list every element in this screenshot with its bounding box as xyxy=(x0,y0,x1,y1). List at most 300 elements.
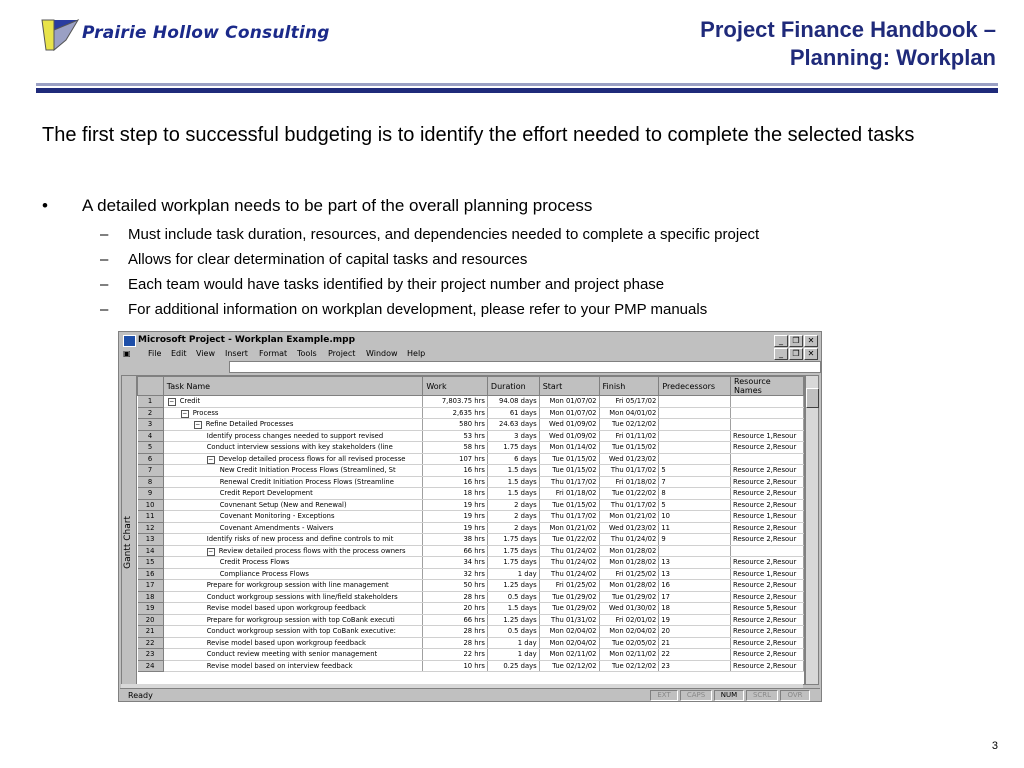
msproject-titlebar xyxy=(120,333,820,347)
task-name-cell[interactable] xyxy=(163,511,423,523)
table-row[interactable] xyxy=(138,430,804,442)
task-work-cell[interactable]: 50 hrs xyxy=(423,580,488,592)
doc-restore-icon[interactable]: ❐ xyxy=(789,348,803,360)
task-name-cell[interactable] xyxy=(163,407,423,419)
sub-bullet: – Each team would have tasks identified by their project number and project phase xyxy=(100,276,665,293)
task-duration-cell[interactable]: 6 days xyxy=(487,453,539,465)
task-duration-cell[interactable]: 1.5 days xyxy=(487,476,539,488)
task-id-cell[interactable]: 23 xyxy=(138,649,164,661)
task-name-text: Prepare for workgroup session with line management xyxy=(206,581,389,590)
task-finish-cell[interactable]: Thu 01/17/02 xyxy=(599,465,659,477)
task-duration-cell[interactable]: 2 days xyxy=(487,499,539,511)
task-finish-cell[interactable]: Thu 01/17/02 xyxy=(599,499,659,511)
task-start-cell[interactable]: Tue 01/15/02 xyxy=(539,499,599,511)
task-predecessors-cell[interactable]: 22 xyxy=(659,649,731,661)
task-start-cell[interactable]: Tue 02/12/02 xyxy=(539,660,599,672)
task-id-cell[interactable]: 5 xyxy=(138,442,164,454)
task-predecessors-cell[interactable]: 17 xyxy=(659,591,731,603)
header-start[interactable]: Start xyxy=(539,377,599,396)
company-logo-icon xyxy=(40,18,80,52)
task-resources-cell[interactable] xyxy=(731,453,804,465)
table-row[interactable] xyxy=(138,499,804,511)
task-id-cell[interactable]: 17 xyxy=(138,580,164,592)
task-finish-cell[interactable]: Tue 01/15/02 xyxy=(599,442,659,454)
task-name-text: Compliance Process Flows xyxy=(219,569,309,578)
page-number: 3 xyxy=(991,740,998,752)
task-id-cell[interactable]: 2 xyxy=(138,407,164,419)
header-task-name[interactable]: Task Name xyxy=(163,377,423,396)
table-row[interactable] xyxy=(138,465,804,477)
task-work-cell[interactable]: 28 hrs xyxy=(423,591,488,603)
task-work-cell[interactable]: 10 hrs xyxy=(423,660,488,672)
collapse-toggle-icon[interactable]: − xyxy=(208,547,214,555)
task-finish-cell[interactable]: Fri 01/25/02 xyxy=(599,568,659,580)
task-finish-cell[interactable]: Tue 02/12/02 xyxy=(599,660,659,672)
menu-tools[interactable]: Tools xyxy=(297,349,317,358)
table-row[interactable] xyxy=(138,649,804,661)
task-name-cell[interactable] xyxy=(163,534,423,546)
task-name-text: Process xyxy=(192,408,219,417)
task-start-cell[interactable]: Mon 02/11/02 xyxy=(539,649,599,661)
task-work-cell[interactable]: 19 hrs xyxy=(423,511,488,523)
task-start-cell[interactable]: Mon 01/14/02 xyxy=(539,442,599,454)
slide-title xyxy=(700,16,996,72)
task-start-cell[interactable]: Fri 01/18/02 xyxy=(539,488,599,500)
menu-project[interactable]: Project xyxy=(328,349,356,358)
sub-bullet: – Must include task duration, resources, and dependencies needed to complete a specific project xyxy=(100,226,760,243)
table-row[interactable] xyxy=(138,442,804,454)
task-duration-cell[interactable]: 0.5 days xyxy=(487,591,539,603)
task-predecessors-cell[interactable]: 20 xyxy=(659,626,731,638)
table-row[interactable] xyxy=(138,557,804,569)
task-id-cell[interactable]: 15 xyxy=(138,557,164,569)
task-start-cell[interactable]: Thu 01/24/02 xyxy=(539,545,599,557)
task-finish-cell[interactable]: Wed 01/23/02 xyxy=(599,522,659,534)
task-work-cell[interactable]: 16 hrs xyxy=(423,465,488,477)
status-bar xyxy=(120,688,820,701)
task-resources-cell[interactable]: Resource 2,Resour xyxy=(731,626,804,638)
task-predecessors-cell[interactable]: 10 xyxy=(659,511,731,523)
task-start-cell[interactable]: Tue 01/15/02 xyxy=(539,465,599,477)
task-predecessors-cell[interactable] xyxy=(659,407,731,419)
task-duration-cell[interactable]: 94.08 days xyxy=(487,396,539,408)
task-id-cell[interactable]: 20 xyxy=(138,614,164,626)
task-name-text: Identify risks of new process and define controls to mit xyxy=(206,535,394,544)
task-resources-cell[interactable]: Resource 2,Resour xyxy=(731,522,804,534)
task-work-cell[interactable]: 18 hrs xyxy=(423,488,488,500)
table-row[interactable] xyxy=(138,637,804,649)
task-finish-cell[interactable]: Wed 01/23/02 xyxy=(599,453,659,465)
table-row[interactable] xyxy=(138,534,804,546)
task-predecessors-cell[interactable]: 13 xyxy=(659,568,731,580)
task-duration-cell[interactable]: 1.75 days xyxy=(487,442,539,454)
task-name-cell[interactable] xyxy=(163,419,423,431)
task-finish-cell[interactable]: Fri 01/18/02 xyxy=(599,476,659,488)
task-id-cell[interactable]: 1 xyxy=(138,396,164,408)
task-id-cell[interactable]: 16 xyxy=(138,568,164,580)
task-predecessors-cell[interactable]: 11 xyxy=(659,522,731,534)
task-name-cell[interactable] xyxy=(163,522,423,534)
task-id-cell[interactable]: 9 xyxy=(138,488,164,500)
task-name-cell[interactable] xyxy=(163,626,423,638)
task-duration-cell[interactable]: 1 day xyxy=(487,649,539,661)
task-resources-cell[interactable]: Resource 2,Resour xyxy=(731,660,804,672)
task-resources-cell[interactable]: Resource 2,Resour xyxy=(731,499,804,511)
task-name-cell[interactable] xyxy=(163,637,423,649)
task-start-cell[interactable]: Tue 01/22/02 xyxy=(539,534,599,546)
task-name-cell[interactable] xyxy=(163,649,423,661)
task-work-cell[interactable]: 22 hrs xyxy=(423,649,488,661)
task-name-text: Covnenant Setup (New and Renewal) xyxy=(219,500,347,509)
task-finish-cell[interactable]: Thu 01/24/02 xyxy=(599,534,659,546)
status-num: NUM xyxy=(714,690,744,701)
task-name-text: Prepare for workgroup session with top CoBank executi xyxy=(206,615,395,624)
task-resources-cell[interactable]: Resource 2,Resour xyxy=(731,557,804,569)
task-start-cell[interactable]: Fri 01/25/02 xyxy=(539,580,599,592)
task-finish-cell[interactable]: Tue 02/12/02 xyxy=(599,419,659,431)
msproject-app-icon xyxy=(123,335,136,347)
task-work-cell[interactable]: 53 hrs xyxy=(423,430,488,442)
msproject-title: Microsoft Project - Workplan Example.mpp xyxy=(138,335,356,345)
task-resources-cell[interactable]: Resource 1,Resour xyxy=(731,430,804,442)
sub-bullet-text: Must include task duration, resources, and dependencies needed to complete a specific project xyxy=(128,226,760,243)
task-predecessors-cell[interactable]: 23 xyxy=(659,660,731,672)
task-work-cell[interactable]: 107 hrs xyxy=(423,453,488,465)
task-name-text: Conduct interview sessions with key stakeholders (line xyxy=(206,443,393,452)
task-name-cell[interactable] xyxy=(163,488,423,500)
task-name-cell[interactable] xyxy=(163,557,423,569)
table-row[interactable] xyxy=(138,603,804,615)
doc-close-icon[interactable]: ✕ xyxy=(804,348,818,360)
task-predecessors-cell[interactable] xyxy=(659,430,731,442)
task-name-cell[interactable] xyxy=(163,430,423,442)
task-id-cell[interactable]: 3 xyxy=(138,419,164,431)
task-resources-cell[interactable]: Resource 2,Resour xyxy=(731,442,804,454)
task-id-cell[interactable]: 24 xyxy=(138,660,164,672)
header-rule-dark xyxy=(36,88,998,93)
main-bullet xyxy=(42,196,592,216)
menu-file[interactable]: File xyxy=(148,349,162,358)
task-work-cell[interactable]: 34 hrs xyxy=(423,557,488,569)
sub-bullet: – For additional information on workplan development, please refer to your PMP manuals xyxy=(100,301,708,318)
task-work-cell[interactable]: 58 hrs xyxy=(423,442,488,454)
task-start-cell[interactable]: Wed 01/09/02 xyxy=(539,430,599,442)
task-start-cell[interactable]: Thu 01/17/02 xyxy=(539,476,599,488)
table-row[interactable] xyxy=(138,453,804,465)
table-row[interactable] xyxy=(138,396,804,408)
task-work-cell[interactable]: 7,803.75 hrs xyxy=(423,396,488,408)
status-caps: CAPS xyxy=(680,690,712,701)
task-predecessors-cell[interactable] xyxy=(659,453,731,465)
task-work-cell[interactable]: 32 hrs xyxy=(423,568,488,580)
menu-help[interactable]: Help xyxy=(407,349,426,358)
task-id-cell[interactable]: 21 xyxy=(138,626,164,638)
task-resources-cell[interactable] xyxy=(731,545,804,557)
table-row[interactable] xyxy=(138,476,804,488)
task-resources-cell[interactable]: Resource 2,Resour xyxy=(731,476,804,488)
task-work-cell[interactable]: 38 hrs xyxy=(423,534,488,546)
task-name-cell[interactable] xyxy=(163,568,423,580)
header-work[interactable]: Work xyxy=(423,377,488,396)
header-duration[interactable]: Duration xyxy=(487,377,539,396)
task-finish-cell[interactable]: Mon 01/28/02 xyxy=(599,557,659,569)
lead-paragraph: The first step to successful budgeting is to identify the effort needed to complete the selected tasks xyxy=(42,124,915,146)
task-predecessors-cell[interactable]: 13 xyxy=(659,557,731,569)
task-finish-cell[interactable]: Mon 01/28/02 xyxy=(599,545,659,557)
task-name-cell[interactable] xyxy=(163,591,423,603)
close-icon[interactable]: ✕ xyxy=(804,335,818,347)
scroll-thumb[interactable] xyxy=(806,388,819,408)
task-predecessors-cell[interactable]: 8 xyxy=(659,488,731,500)
task-name-cell[interactable] xyxy=(163,499,423,511)
task-work-cell[interactable]: 19 hrs xyxy=(423,499,488,511)
task-finish-cell[interactable]: Tue 01/29/02 xyxy=(599,591,659,603)
task-finish-cell[interactable]: Mon 01/21/02 xyxy=(599,511,659,523)
sub-bullet-text: For additional information on workplan development, please refer to your PMP manuals xyxy=(128,301,708,318)
task-start-cell[interactable]: Thu 01/24/02 xyxy=(539,557,599,569)
task-resources-cell[interactable]: Resource 2,Resour xyxy=(731,637,804,649)
task-name-text: Refine Detailed Processes xyxy=(205,420,294,429)
table-row[interactable] xyxy=(138,488,804,500)
task-resources-cell[interactable]: Resource 2,Resour xyxy=(731,488,804,500)
task-duration-cell[interactable]: 3 days xyxy=(487,430,539,442)
task-work-cell[interactable]: 2,635 hrs xyxy=(423,407,488,419)
task-name-cell[interactable] xyxy=(163,442,423,454)
task-name-cell[interactable] xyxy=(163,453,423,465)
collapse-toggle-icon[interactable]: − xyxy=(169,398,175,406)
table-row[interactable] xyxy=(138,614,804,626)
task-name-text: Credit Report Development xyxy=(219,489,313,498)
table-row[interactable] xyxy=(138,522,804,534)
task-name-cell[interactable] xyxy=(163,614,423,626)
task-predecessors-cell[interactable]: 19 xyxy=(659,614,731,626)
task-finish-cell[interactable]: Tue 01/22/02 xyxy=(599,488,659,500)
task-id-cell[interactable]: 4 xyxy=(138,430,164,442)
collapse-toggle-icon[interactable]: − xyxy=(195,421,201,429)
task-resources-cell[interactable]: Resource 2,Resour xyxy=(731,614,804,626)
task-finish-cell[interactable]: Wed 01/30/02 xyxy=(599,603,659,615)
task-predecessors-cell[interactable]: 7 xyxy=(659,476,731,488)
task-id-cell[interactable]: 18 xyxy=(138,591,164,603)
task-resources-cell[interactable]: Resource 2,Resour xyxy=(731,534,804,546)
table-row[interactable] xyxy=(138,545,804,557)
task-resources-cell[interactable]: Resource 1,Resour xyxy=(731,568,804,580)
task-name-text: Credit xyxy=(179,397,201,406)
task-start-cell[interactable]: Mon 02/04/02 xyxy=(539,626,599,638)
msproject-window xyxy=(118,331,822,702)
task-id-cell[interactable]: 19 xyxy=(138,603,164,615)
status-ext: EXT xyxy=(650,690,678,701)
table-row[interactable] xyxy=(138,511,804,523)
task-name-cell[interactable] xyxy=(163,476,423,488)
task-id-cell[interactable]: 10 xyxy=(138,499,164,511)
task-resources-cell[interactable]: Resource 2,Resour xyxy=(731,649,804,661)
header-finish[interactable]: Finish xyxy=(599,377,659,396)
task-resources-cell[interactable] xyxy=(731,419,804,431)
task-start-cell[interactable]: Thu 01/17/02 xyxy=(539,511,599,523)
collapse-toggle-icon[interactable]: − xyxy=(208,455,214,463)
task-id-cell[interactable]: 7 xyxy=(138,465,164,477)
task-id-cell[interactable]: 14 xyxy=(138,545,164,557)
task-name-text: Credit Process Flows xyxy=(219,558,290,567)
task-work-cell[interactable]: 28 hrs xyxy=(423,637,488,649)
task-start-cell[interactable]: Mon 02/04/02 xyxy=(539,637,599,649)
task-duration-cell[interactable]: 0.5 days xyxy=(487,626,539,638)
task-finish-cell[interactable]: Fri 01/11/02 xyxy=(599,430,659,442)
task-name-cell[interactable] xyxy=(163,396,423,408)
task-name-cell[interactable] xyxy=(163,545,423,557)
task-predecessors-cell[interactable] xyxy=(659,396,731,408)
task-resources-cell[interactable]: Resource 1,Resour xyxy=(731,511,804,523)
table-row[interactable] xyxy=(138,626,804,638)
task-name-cell[interactable] xyxy=(163,580,423,592)
task-name-cell[interactable] xyxy=(163,660,423,672)
header-predecessors[interactable]: Predecessors xyxy=(659,377,731,396)
task-id-cell[interactable]: 11 xyxy=(138,511,164,523)
task-start-cell[interactable]: Mon 01/07/02 xyxy=(539,407,599,419)
task-start-cell[interactable]: Tue 01/29/02 xyxy=(539,591,599,603)
task-name-cell[interactable] xyxy=(163,465,423,477)
entry-bar-input[interactable] xyxy=(229,361,821,373)
task-work-cell[interactable]: 19 hrs xyxy=(423,522,488,534)
task-start-cell[interactable]: Thu 01/24/02 xyxy=(539,568,599,580)
task-work-cell[interactable]: 66 hrs xyxy=(423,545,488,557)
task-duration-cell[interactable]: 1.5 days xyxy=(487,465,539,477)
bullet-dot: • xyxy=(42,196,48,215)
task-id-cell[interactable]: 12 xyxy=(138,522,164,534)
header-rule-light xyxy=(36,83,998,86)
task-finish-cell[interactable]: Tue 02/05/02 xyxy=(599,637,659,649)
gantt-workspace xyxy=(121,375,805,685)
task-work-cell[interactable]: 16 hrs xyxy=(423,476,488,488)
task-duration-cell[interactable]: 61 days xyxy=(487,407,539,419)
slide-title-line2: Planning: Workplan xyxy=(789,45,996,70)
table-row[interactable] xyxy=(138,580,804,592)
collapse-toggle-icon[interactable]: − xyxy=(182,409,188,417)
task-finish-cell[interactable]: Mon 01/28/02 xyxy=(599,580,659,592)
task-id-cell[interactable]: 13 xyxy=(138,534,164,546)
task-finish-cell[interactable]: Mon 02/04/02 xyxy=(599,626,659,638)
task-duration-cell[interactable]: 24.63 days xyxy=(487,419,539,431)
task-name-text: Revise model based upon workgroup feedback xyxy=(206,604,366,613)
task-start-cell[interactable]: Wed 01/09/02 xyxy=(539,419,599,431)
task-predecessors-cell[interactable]: 21 xyxy=(659,637,731,649)
table-row[interactable] xyxy=(138,591,804,603)
task-name-text: Conduct workgroup session with top CoBank executive: xyxy=(206,627,396,636)
menu-format[interactable]: Format xyxy=(259,349,288,358)
menu-edit[interactable]: Edit xyxy=(171,349,187,358)
task-resources-cell[interactable]: Resource 5,Resour xyxy=(731,603,804,615)
task-predecessors-cell[interactable]: 5 xyxy=(659,499,731,511)
doc-minimize-icon[interactable]: _ xyxy=(774,348,788,360)
table-header-row xyxy=(138,377,804,396)
task-predecessors-cell[interactable] xyxy=(659,442,731,454)
task-name-text: Conduct review meeting with senior management xyxy=(206,650,378,659)
restore-icon[interactable]: ❐ xyxy=(789,335,803,347)
table-row[interactable] xyxy=(138,660,804,672)
menu-view[interactable]: View xyxy=(196,349,215,358)
task-id-cell[interactable]: 6 xyxy=(138,453,164,465)
table-row[interactable] xyxy=(138,407,804,419)
view-bar[interactable] xyxy=(122,376,137,684)
task-name-text: Covenant Amendments - Waivers xyxy=(219,523,334,532)
task-predecessors-cell[interactable] xyxy=(659,419,731,431)
table-row[interactable] xyxy=(138,419,804,431)
menu-insert[interactable]: Insert xyxy=(225,349,248,358)
view-bar-label: Gantt Chart xyxy=(123,516,133,569)
task-duration-cell[interactable]: 1 day xyxy=(487,568,539,580)
task-duration-cell[interactable]: 0.25 days xyxy=(487,660,539,672)
vertical-scrollbar[interactable] xyxy=(805,375,819,685)
task-duration-cell[interactable]: 2 days xyxy=(487,522,539,534)
task-predecessors-cell[interactable]: 5 xyxy=(659,465,731,477)
task-id-cell[interactable]: 22 xyxy=(138,637,164,649)
task-start-cell[interactable]: Tue 01/15/02 xyxy=(539,453,599,465)
task-predecessors-cell[interactable]: 16 xyxy=(659,580,731,592)
msproject-menubar xyxy=(120,347,820,360)
task-resources-cell[interactable]: Resource 2,Resour xyxy=(731,465,804,477)
task-name-text: Develop detailed process flows for all revised processe xyxy=(218,454,406,463)
task-name-text: Conduct workgroup sessions with line/field stakeholders xyxy=(206,592,398,601)
task-resources-cell[interactable] xyxy=(731,396,804,408)
slide-title-line1: Project Finance Handbook – xyxy=(700,17,996,42)
main-bullet-text: A detailed workplan needs to be part of the overall planning process xyxy=(82,196,593,215)
task-duration-cell[interactable]: 1.25 days xyxy=(487,580,539,592)
task-id-cell[interactable]: 8 xyxy=(138,476,164,488)
task-predecessors-cell[interactable]: 9 xyxy=(659,534,731,546)
status-ready: Ready xyxy=(128,691,153,700)
task-finish-cell[interactable]: Fri 02/01/02 xyxy=(599,614,659,626)
task-resources-cell[interactable] xyxy=(731,407,804,419)
task-name-text: Revise model based upon workgroup feedback xyxy=(206,638,366,647)
task-finish-cell[interactable]: Mon 04/01/02 xyxy=(599,407,659,419)
sub-bullet-text: Each team would have tasks identified by their project number and project phase xyxy=(128,276,665,293)
task-start-cell[interactable]: Thu 01/31/02 xyxy=(539,614,599,626)
header-resource-names[interactable]: Resource Names xyxy=(731,377,804,396)
task-name-text: Covenant Monitoring - Exceptions xyxy=(219,512,335,521)
task-resources-cell[interactable]: Resource 2,Resour xyxy=(731,580,804,592)
task-start-cell[interactable]: Tue 01/29/02 xyxy=(539,603,599,615)
task-duration-cell[interactable]: 1.25 days xyxy=(487,614,539,626)
task-work-cell[interactable]: 28 hrs xyxy=(423,626,488,638)
task-duration-cell[interactable]: 1.75 days xyxy=(487,534,539,546)
status-scrl: SCRL xyxy=(746,690,778,701)
task-duration-cell[interactable]: 1.75 days xyxy=(487,557,539,569)
sub-bullet-list xyxy=(100,222,759,322)
task-predecessors-cell[interactable] xyxy=(659,545,731,557)
task-start-cell[interactable]: Mon 01/07/02 xyxy=(539,396,599,408)
task-work-cell[interactable]: 580 hrs xyxy=(423,419,488,431)
minimize-icon[interactable]: _ xyxy=(774,335,788,347)
task-duration-cell[interactable]: 1.75 days xyxy=(487,545,539,557)
table-row[interactable] xyxy=(138,568,804,580)
task-duration-cell[interactable]: 1.5 days xyxy=(487,488,539,500)
menu-window[interactable]: Window xyxy=(366,349,398,358)
task-finish-cell[interactable]: Mon 02/11/02 xyxy=(599,649,659,661)
task-work-cell[interactable]: 20 hrs xyxy=(423,603,488,615)
task-name-text: Identify process changes needed to support revised xyxy=(206,431,384,440)
task-start-cell[interactable]: Mon 01/21/02 xyxy=(539,522,599,534)
task-duration-cell[interactable]: 1.5 days xyxy=(487,603,539,615)
task-finish-cell[interactable]: Fri 05/17/02 xyxy=(599,396,659,408)
task-predecessors-cell[interactable]: 18 xyxy=(659,603,731,615)
task-duration-cell[interactable]: 2 days xyxy=(487,511,539,523)
task-resources-cell[interactable]: Resource 2,Resour xyxy=(731,591,804,603)
task-duration-cell[interactable]: 1 day xyxy=(487,637,539,649)
sub-bullet: – Allows for clear determination of capital tasks and resources xyxy=(100,251,528,268)
task-work-cell[interactable]: 66 hrs xyxy=(423,614,488,626)
task-name-cell[interactable] xyxy=(163,603,423,615)
